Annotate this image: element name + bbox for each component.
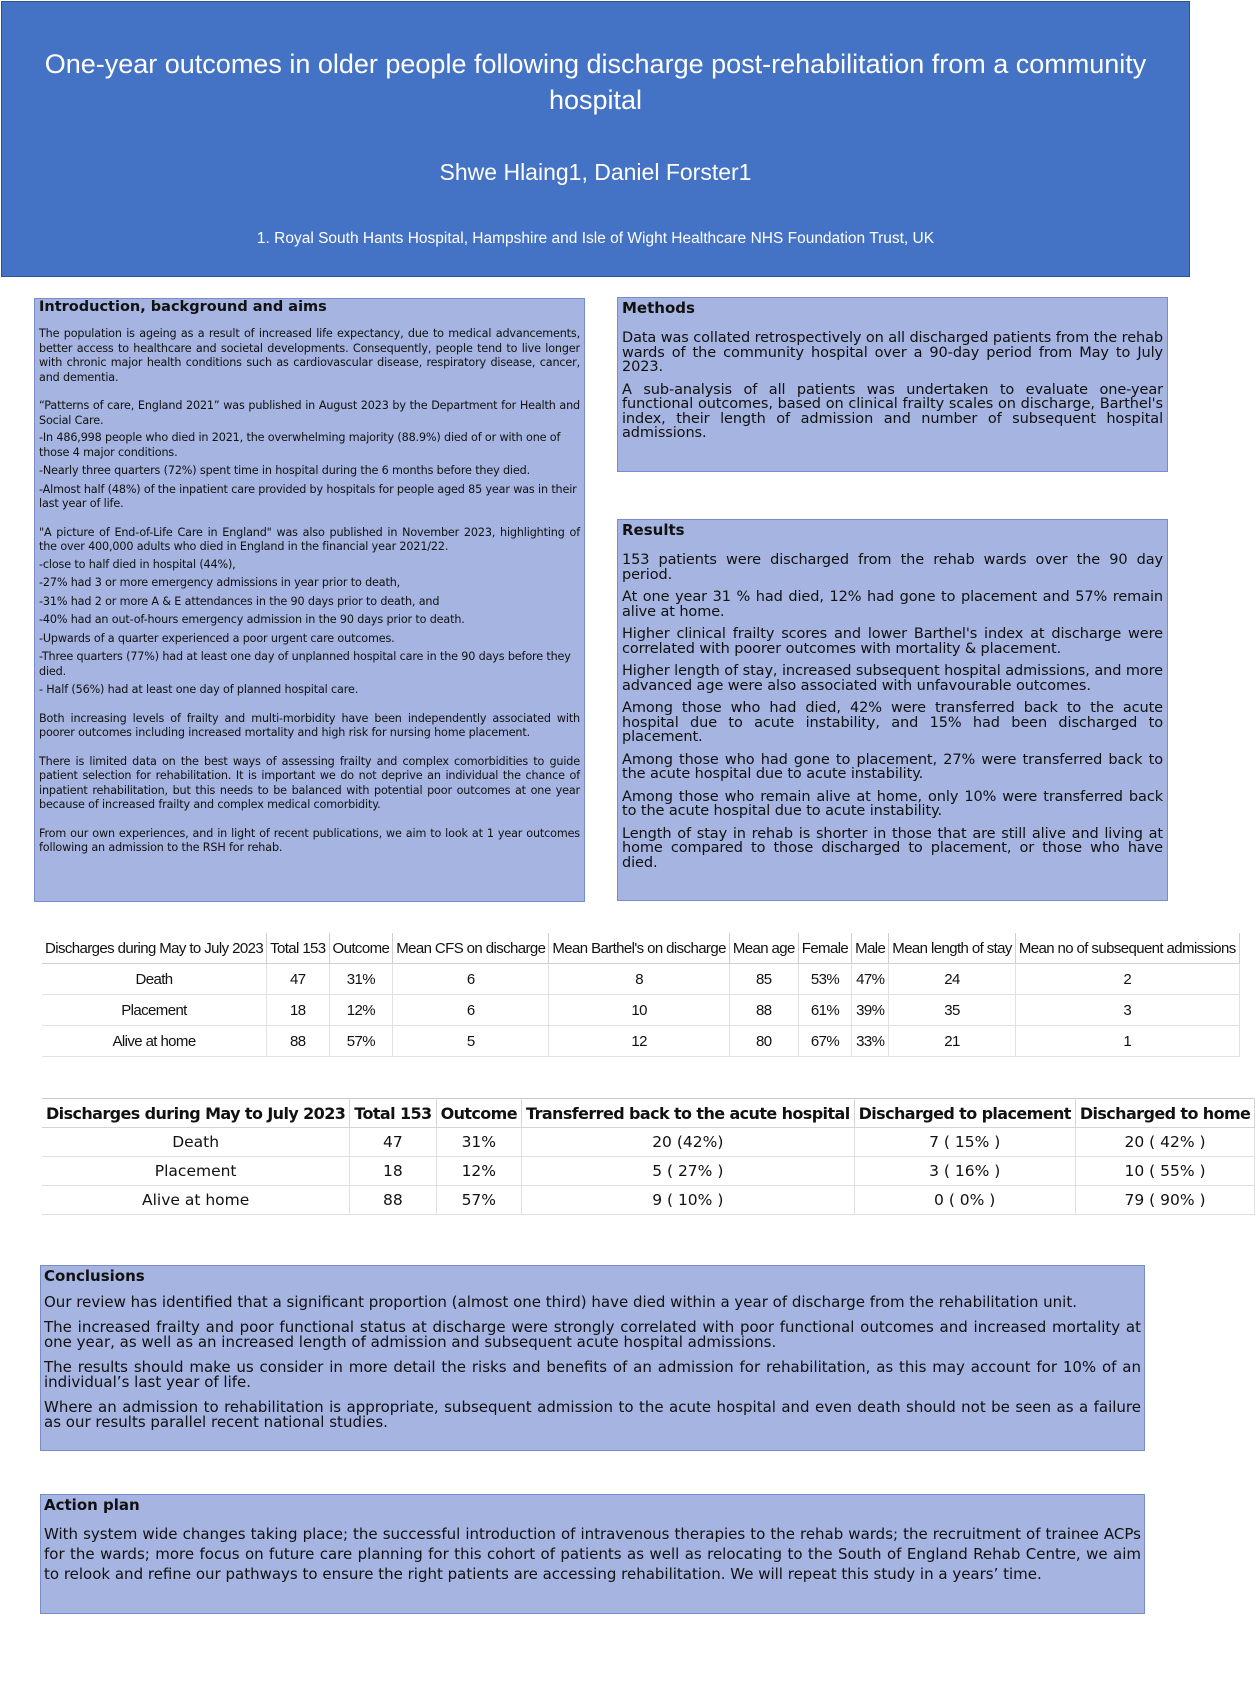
intro-list-item: -In 486,998 people who died in 2021, the overwhelming majority (88.9%) died of or with one of those 4 major conditions.: [39, 431, 561, 459]
poster-header: [1, 1, 1190, 277]
table-cell: 47: [267, 964, 329, 995]
conclusions-paragraph: Our review has identified that a significant proportion (almost one third) have died within a year of discharge from the rehabilitation unit.: [44, 1293, 1077, 1311]
table-cell: 33%: [852, 1026, 889, 1057]
table-cell: 88: [729, 995, 798, 1026]
methods-paragraph: A sub-analysis of all patients was undertaken to evaluate one-year functional outcomes, based on clinical frailty scales on discharge, Barthel's index, their length of admission and number of subsequent hospital admissions.: [622, 381, 1163, 441]
column-header: Total 153: [350, 1099, 436, 1128]
table-row: [42, 1157, 1255, 1186]
column-header: Female: [798, 933, 851, 964]
column-header: Mean CFS on discharge: [393, 933, 549, 964]
table-cell: 31%: [329, 964, 393, 995]
table-cell: 47: [350, 1128, 436, 1157]
intro-list-item: -27% had 3 or more emergency admissions in year prior to death,: [39, 576, 401, 589]
table-cell: 10 ( 55% ): [1075, 1157, 1255, 1186]
table-cell: 80: [729, 1026, 798, 1057]
table-cell: 21: [889, 1026, 1016, 1057]
table-cell: 12%: [436, 1157, 521, 1186]
table-cell: 9 ( 10% ): [522, 1186, 855, 1215]
table-cell: 61%: [798, 995, 851, 1026]
table-cell: 85: [729, 964, 798, 995]
table-row: [42, 1128, 1255, 1157]
column-header: Transferred back to the acute hospital: [522, 1099, 855, 1128]
table-cell: 88: [267, 1026, 329, 1057]
table-row: [42, 964, 1239, 995]
table-cell: 18: [350, 1157, 436, 1186]
results-paragraph: Among those who had died, 42% were transferred back to the acute hospital due to acute instability, and 15% had been discharged to placement.: [622, 700, 1163, 745]
results-paragraph: At one year 31 % had died, 12% had gone to placement and 57% remain alive at home.: [622, 589, 1163, 620]
authors: Shwe Hlaing1, Daniel Forster1: [439, 159, 752, 185]
intro-list-item: -40% had an out-of-hours emergency admission in the 90 days prior to death.: [39, 613, 465, 626]
table-row: [42, 1026, 1239, 1057]
intro-list-item: - Half (56%) had at least one day of planned hospital care.: [39, 683, 359, 696]
results-title: Results: [622, 521, 685, 539]
intro-paragraph: From our own experiences, and in light of recent publications, we aim to look at 1 year outcomes following an admission to the RSH for rehab.: [39, 826, 580, 854]
table-cell: 5: [393, 1026, 549, 1057]
table-cell: 24: [889, 964, 1016, 995]
intro-list-item: -close to half died in hospital (44%),: [39, 557, 236, 571]
table-cell: 0 ( 0% ): [854, 1186, 1075, 1215]
table-cell: Placement: [42, 995, 267, 1026]
table-cell: 12%: [329, 995, 393, 1026]
table-row: [42, 995, 1239, 1026]
column-header: Outcome: [329, 933, 393, 964]
table-cell: 7 ( 15% ): [854, 1128, 1075, 1157]
column-header: Mean Barthel's on discharge: [549, 933, 729, 964]
intro-list-item: -Three quarters (77%) had at least one day of unplanned hospital care in the 90 days before they died.: [39, 650, 571, 678]
table-cell: 3 ( 16% ): [854, 1157, 1075, 1186]
results-panel: [617, 519, 1168, 901]
table-cell: 2: [1015, 964, 1239, 995]
table-cell: 53%: [798, 964, 851, 995]
methods-title: Methods: [622, 299, 695, 317]
table-cell: Death: [42, 1128, 350, 1157]
table-cell: 12: [549, 1026, 729, 1057]
intro-paragraph: Both increasing levels of frailty and multi-morbidity have been independently associated with poorer outcomes including increased mortality and high risk for nursing home placement.: [39, 711, 580, 739]
intro-list-item: -Nearly three quarters (72%) spent time in hospital during the 6 months before they died.: [39, 464, 530, 477]
table-cell: Alive at home: [42, 1186, 350, 1215]
column-header: Discharged to placement: [854, 1099, 1075, 1128]
intro-list-item: -31% had 2 or more A & E attendances in the 90 days prior to death, and: [39, 594, 440, 608]
column-header: Total 153: [267, 933, 329, 964]
methods-paragraph: Data was collated retrospectively on all discharged patients from the rehab wards of the community hospital over a 90-day period from May to July 2023.: [622, 330, 1163, 375]
conclusions-paragraph: The results should make us consider in more detail the risks and benefits of an admission for rehabilitation, as this may account for 10% of an individual’s last year of life.: [44, 1358, 1141, 1391]
table-cell: 39%: [852, 995, 889, 1026]
column-header: Discharges during May to July 2023: [42, 933, 267, 964]
table-cell: 88: [350, 1186, 436, 1215]
table-cell: Placement: [42, 1157, 350, 1186]
affiliation: 1. Royal South Hants Hospital, Hampshire and Isle of Wight Healthcare NHS Foundation Trust, UK: [256, 230, 935, 247]
methods-panel: [617, 297, 1168, 472]
results-paragraph: 153 patients were discharged from the rehab wards over the 90 day period.: [622, 552, 1163, 583]
conclusions-panel: [40, 1265, 1145, 1451]
results-paragraph: Higher length of stay, increased subsequent hospital admissions, and more advanced age were also associated with unfavourable outcomes.: [622, 663, 1163, 694]
table-cell: 6: [393, 964, 549, 995]
results-paragraph: Higher clinical frailty scores and lower Barthel's index at discharge were correlated with poorer outcomes with mortality & placement.: [622, 626, 1163, 657]
table-cell: Alive at home: [42, 1026, 267, 1057]
table-cell: 57%: [436, 1186, 521, 1215]
table-cell: 10: [549, 995, 729, 1026]
column-header: Mean no of subsequent admissions: [1015, 933, 1239, 964]
column-header: Discharged to home: [1075, 1099, 1255, 1128]
table-cell: 35: [889, 995, 1016, 1026]
action-plan-panel: [40, 1494, 1145, 1614]
table-cell: 1: [1015, 1026, 1239, 1057]
results-paragraph: Among those who remain alive at home, only 10% were transferred back to the acute hospital due to acute instability.: [622, 788, 1163, 819]
introduction-panel: [34, 298, 585, 902]
table-cell: 57%: [329, 1026, 393, 1057]
table-cell: 20 (42%): [522, 1128, 855, 1157]
table-cell: Death: [42, 964, 267, 995]
conclusions-title: Conclusions: [44, 1267, 145, 1285]
intro-paragraph: “Patterns of care, England 2021” was published in August 2023 by the Department for Health and Social Care.: [39, 399, 580, 427]
column-header: Discharges during May to July 2023: [42, 1099, 350, 1128]
intro-paragraph: The population is ageing as a result of increased life expectancy, due to medical advancements, better access to healthcare and societal developments. Consequently, people tend to live longer with chronic major health conditions such as cardiovascular disease, respiratory disease, cancer, and dementia.: [39, 327, 580, 384]
intro-list-item: -Upwards of a quarter experienced a poor urgent care outcomes.: [39, 631, 395, 645]
table-cell: 20 ( 42% ): [1075, 1128, 1255, 1157]
table-cell: 8: [549, 964, 729, 995]
transfers-table: [42, 1098, 1255, 1215]
intro-paragraph: There is limited data on the best ways of assessing frailty and complex comorbidities to guide patient selection for rehabilitation. It is important we do not deprive an individual the chance of inpatient rehabilitation, but this needs to be balanced with potential poor outcomes at one year because of increased frailty and complex medical comorbidity.: [39, 754, 580, 811]
column-header: Outcome: [436, 1099, 521, 1128]
table-cell: 5 ( 27% ): [522, 1157, 855, 1186]
intro-list-item: -Almost half (48%) of the inpatient care provided by hospitals for people aged 85 year was in their last year of life.: [39, 482, 577, 510]
action-plan-text: With system wide changes taking place; the successful introduction of intravenous therapies to the rehab wards; the recruitment of trainee ACPs for the wards; more focus on future care planning for this cohort of patients as well as relocating to the South of England Rehab Centre, we aim to relook and refine our pathways to ensure the right patients are accessing rehabilitation. We will repeat this study in a years’ time.: [44, 1525, 1141, 1583]
table-cell: 79 ( 90% ): [1075, 1186, 1255, 1215]
poster-title: One-year outcomes in older people following discharge post-rehabilitation from a community hospital: [44, 49, 1147, 115]
conclusions-paragraph: Where an admission to rehabilitation is appropriate, subsequent admission to the acute hospital and even death should not be seen as a failure as our results parallel recent national studies.: [44, 1398, 1141, 1431]
outcomes-table: [42, 933, 1240, 1057]
introduction-title: Introduction, background and aims: [39, 299, 327, 315]
table-cell: 31%: [436, 1128, 521, 1157]
intro-paragraph: "A picture of End-of-Life Care in England" was also published in November 2023, highlighting of the over 400,000 adults who died in England in the financial year 2021/22.: [39, 525, 580, 553]
table-cell: 18: [267, 995, 329, 1026]
table-cell: 47%: [852, 964, 889, 995]
column-header: Mean length of stay: [889, 933, 1016, 964]
table-cell: 3: [1015, 995, 1239, 1026]
column-header: Male: [852, 933, 889, 964]
table-cell: 67%: [798, 1026, 851, 1057]
action-plan-title: Action plan: [44, 1496, 140, 1514]
table-row: [42, 1186, 1255, 1215]
column-header: Mean age: [729, 933, 798, 964]
conclusions-paragraph: The increased frailty and poor functional status at discharge were strongly correlated with poor functional outcomes and increased mortality at one year, as well as an increased length of admission and subsequent acute hospital admissions.: [44, 1318, 1141, 1351]
results-paragraph: Length of stay in rehab is shorter in those that are still alive and living at home compared to those discharged to placement, or those who have died.: [622, 825, 1163, 871]
table-cell: 6: [393, 995, 549, 1026]
results-paragraph: Among those who had gone to placement, 27% were transferred back to the acute hospital due to acute instability.: [622, 751, 1163, 782]
